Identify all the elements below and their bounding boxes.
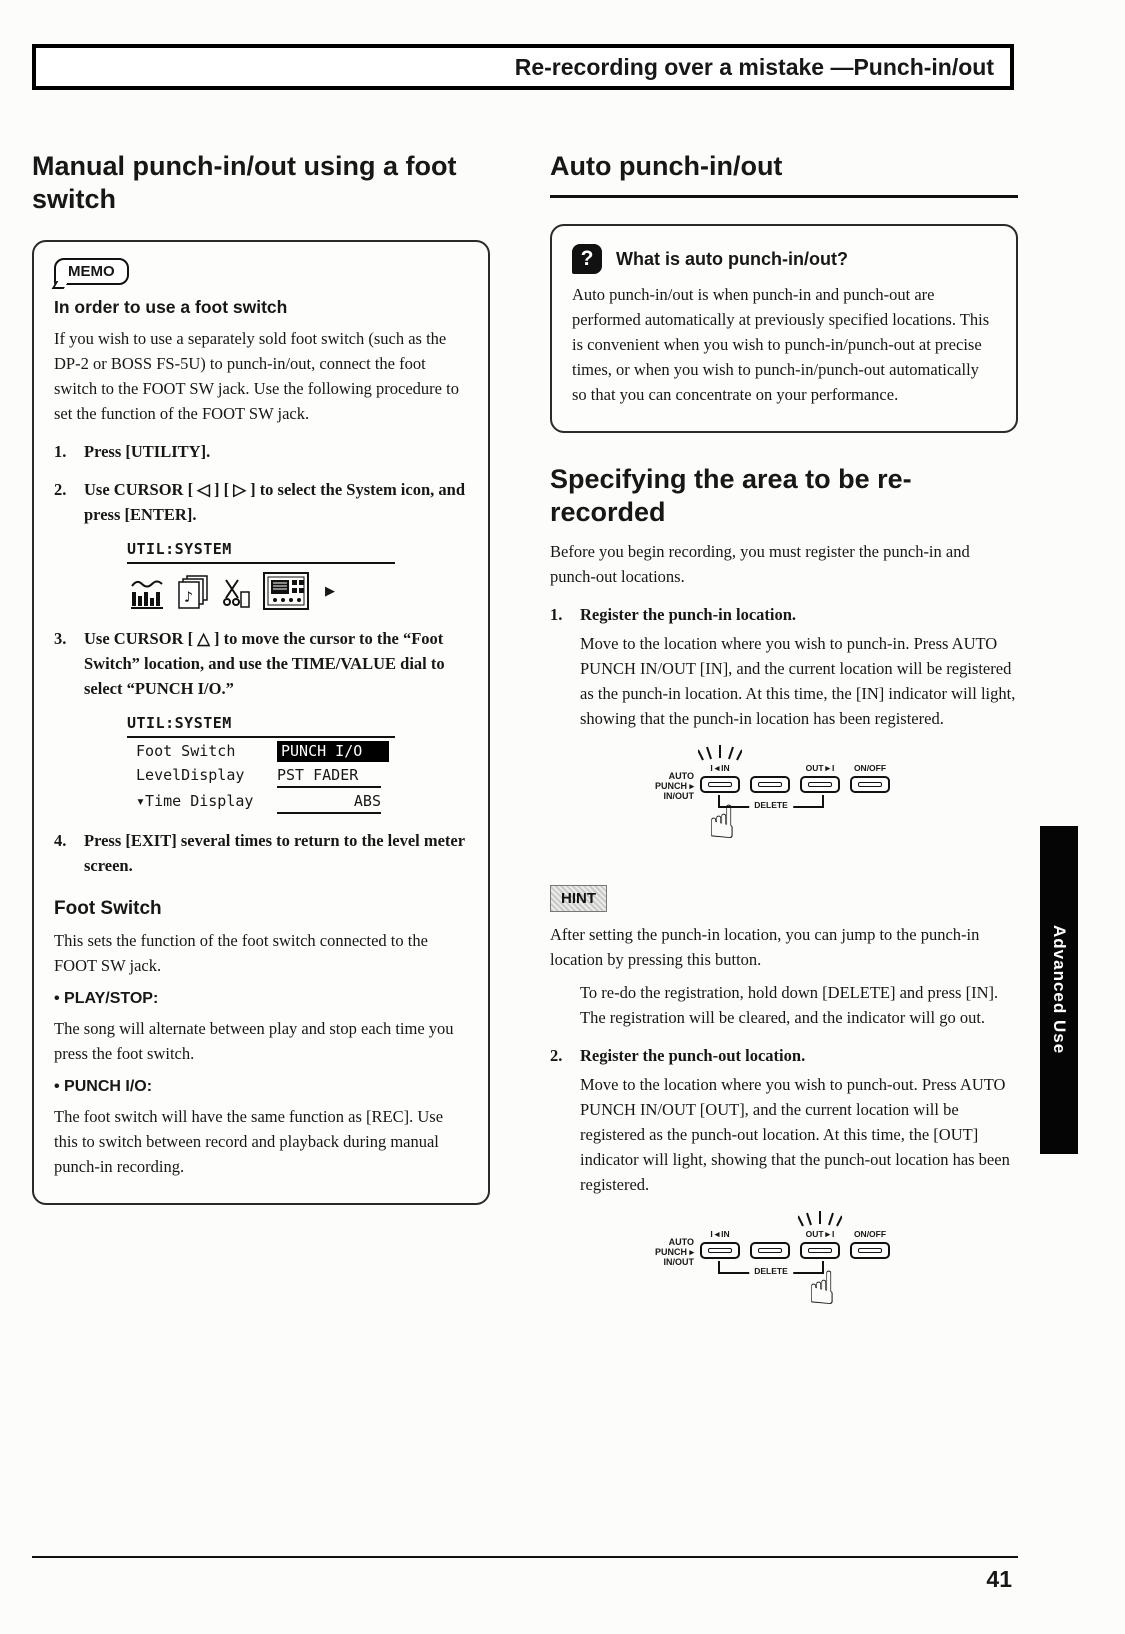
step-4: [54, 828, 468, 878]
play-stop-desc: The song will alternate between play and stop each time you press the foot switch.: [54, 1019, 454, 1063]
lcd-param-label: Foot Switch: [127, 742, 236, 760]
chapter-tab-advanced-use: Advanced Use: [1040, 826, 1078, 1154]
memo-intro: If you wish to use a separately sold foot switch (such as the DP-2 or BOSS FS-5U) to punch-in/out, connect the foot switch to the FOOT SW jack. Use the following procedure to set the function of the FOOT SW jack.: [54, 329, 459, 423]
lcd-screen-foot-switch: [127, 713, 395, 814]
step-number: 1.: [550, 605, 563, 624]
auto-punch-panel-diagram-in: [654, 747, 900, 869]
step-number: 2.: [550, 1046, 563, 1065]
delete-button: [750, 1242, 790, 1259]
step-number: 4.: [54, 831, 67, 850]
auto-punch-group-label: [634, 1237, 694, 1267]
auto-punch-panel-diagram-out: [654, 1213, 900, 1335]
out-button: [800, 776, 840, 793]
onoff-button: [850, 776, 890, 793]
foot-switch-heading: Foot Switch: [54, 898, 162, 919]
step-1: [54, 439, 468, 464]
step-title: Register the punch-in location.: [580, 605, 797, 624]
lcd-param-label: ▾Time Display: [127, 792, 254, 810]
delete-label: DELETE: [749, 800, 793, 810]
group-label-line: PUNCH ▸: [654, 1247, 694, 1257]
step-text: Press [EXIT] several times to return to the level meter screen.: [84, 831, 465, 875]
what-is-header: [572, 244, 996, 274]
onoff-button-label: ON/OFF: [853, 763, 887, 773]
light-rays-icon: [698, 745, 742, 761]
register-punch-out-body: Move to the location where you wish to punch-out. Press AUTO PUNCH IN/OUT [OUT], and the current location will be registered as the punch-out location. At this time, the [OUT] indicator will light, showing that the punch-out location has been registered.: [580, 1075, 1010, 1194]
register-punch-in-step: [550, 602, 1018, 627]
memo-icon: MEMO: [54, 258, 129, 285]
out-button: [800, 1242, 840, 1259]
step-3: [54, 626, 468, 701]
punch-io-term: • PUNCH I/O:: [54, 1078, 153, 1095]
step-number: 3.: [54, 629, 67, 648]
svg-text:♪: ♪: [184, 588, 194, 606]
rhythm-icon: [129, 576, 165, 610]
group-label-line: AUTO: [668, 771, 694, 781]
page-header-title: Re-recording over a mistake —Punch-in/out: [514, 53, 994, 80]
lcd-param-value: ABS: [277, 791, 381, 814]
register-punch-in-body: Move to the location where you wish to punch-in. Press AUTO PUNCH IN/OUT [IN], and the current location will be registered as the punch-in location. At this time, the [IN] indicator will light, showing that the punch-in location has been registered.: [580, 634, 1016, 728]
hint-body-1: After setting the punch-in location, you can jump to the punch-in location by pressing this button.: [550, 925, 980, 969]
in-button: [700, 776, 740, 793]
step-text: Use CURSOR [ △ ] to move the cursor to the “Foot Switch” location, and use the TIME/VALUE dial to select “PUNCH I/O.”: [84, 629, 445, 698]
specifying-intro: Before you begin recording, you must register the punch-in and punch-out locations.: [550, 542, 970, 586]
onoff-button-label: ON/OFF: [853, 1229, 887, 1239]
in-button-label: I◄IN: [710, 1229, 730, 1239]
section-title-specifying-area: Specifying the area to be re-recorded: [550, 464, 912, 527]
hint-body-2: To re-do the registration, hold down [DELETE] and press [IN]. The registration will be cleared, and the indicator will go out.: [580, 983, 999, 1027]
panel-buttons: [700, 1213, 890, 1315]
scroll-right-icon: ▶: [325, 583, 335, 599]
group-label-line: PUNCH ▸: [654, 781, 694, 791]
step-2: [54, 477, 468, 527]
what-is-body: Auto punch-in/out is when punch-in and punch-out are performed automatically at previously specified locations. This is convenient when you wish to punch-in/punch-out at precise times, or when you wish to punch-in/punch-out automatically so that you can concentrate on your performance.: [572, 285, 990, 404]
auto-punch-group-label: [634, 771, 694, 801]
button-row: [700, 1242, 890, 1259]
lcd-screen-system-select: [127, 539, 395, 612]
left-column: [32, 150, 490, 1205]
foot-switch-intro: This sets the function of the foot switch connected to the FOOT SW jack.: [54, 931, 428, 975]
out-button-label: OUT►I: [805, 763, 835, 773]
lcd-param-label: LevelDisplay: [127, 766, 245, 784]
lcd-title: UTIL:SYSTEM: [127, 539, 395, 564]
panel-buttons: [700, 747, 890, 849]
section-title-auto-punch: Auto punch-in/out: [550, 150, 1018, 198]
footer-rule: [32, 1556, 1018, 1558]
light-rays-icon: [798, 1211, 842, 1227]
register-punch-out-step: [550, 1043, 1018, 1068]
hand-pointer-icon: ☝: [808, 1261, 837, 1315]
delete-label: DELETE: [749, 1266, 793, 1276]
song-icon: [177, 574, 211, 610]
lcd-param-row: [127, 741, 395, 762]
right-column: [550, 150, 1018, 1337]
step-text: Press [UTILITY].: [84, 442, 211, 461]
in-button-label: I◄IN: [710, 763, 730, 773]
page-number: 41: [986, 1566, 1012, 1592]
section-title-manual-punch: Manual punch-in/out using a foot switch: [32, 151, 457, 214]
step-title: Register the punch-out location.: [580, 1046, 806, 1065]
delete-button: [750, 776, 790, 793]
memo-box: [32, 240, 490, 1205]
lcd-param-value: PST FADER: [277, 765, 381, 788]
lcd-title: UTIL:SYSTEM: [127, 713, 395, 738]
play-stop-term: • PLAY/STOP:: [54, 990, 159, 1007]
memo-heading: In order to use a foot switch: [54, 297, 288, 317]
in-button: [700, 1242, 740, 1259]
lcd-param-row: [127, 765, 395, 788]
lcd-param-value-selected: PUNCH I/O: [277, 741, 389, 762]
group-label-line: IN/OUT: [663, 791, 694, 801]
punch-io-desc: The foot switch will have the same function as [REC]. Use this to switch between record and playback during manual punch-in recording.: [54, 1107, 444, 1176]
step-number: 2.: [54, 480, 67, 499]
group-label-line: IN/OUT: [663, 1257, 694, 1267]
lcd-icon-row: [127, 564, 395, 612]
question-icon: ?: [572, 244, 602, 274]
onoff-button: [850, 1242, 890, 1259]
out-button-label: OUT►I: [805, 1229, 835, 1239]
what-is-box: [550, 224, 1018, 433]
system-icon: [263, 572, 309, 610]
step-number: 1.: [54, 442, 67, 461]
what-is-title: What is auto punch-in/out?: [616, 248, 848, 269]
step-text: Use CURSOR [ ◁ ] [ ▷ ] to select the System icon, and press [ENTER].: [84, 480, 465, 524]
group-label-line: AUTO: [668, 1237, 694, 1247]
hint-icon: HINT: [550, 885, 607, 912]
hand-pointer-icon: ☝: [708, 795, 737, 849]
lcd-param-row: [127, 791, 395, 814]
track-edit-icon: [223, 576, 251, 610]
page-header-banner: [32, 44, 1014, 90]
button-row: [700, 776, 890, 793]
